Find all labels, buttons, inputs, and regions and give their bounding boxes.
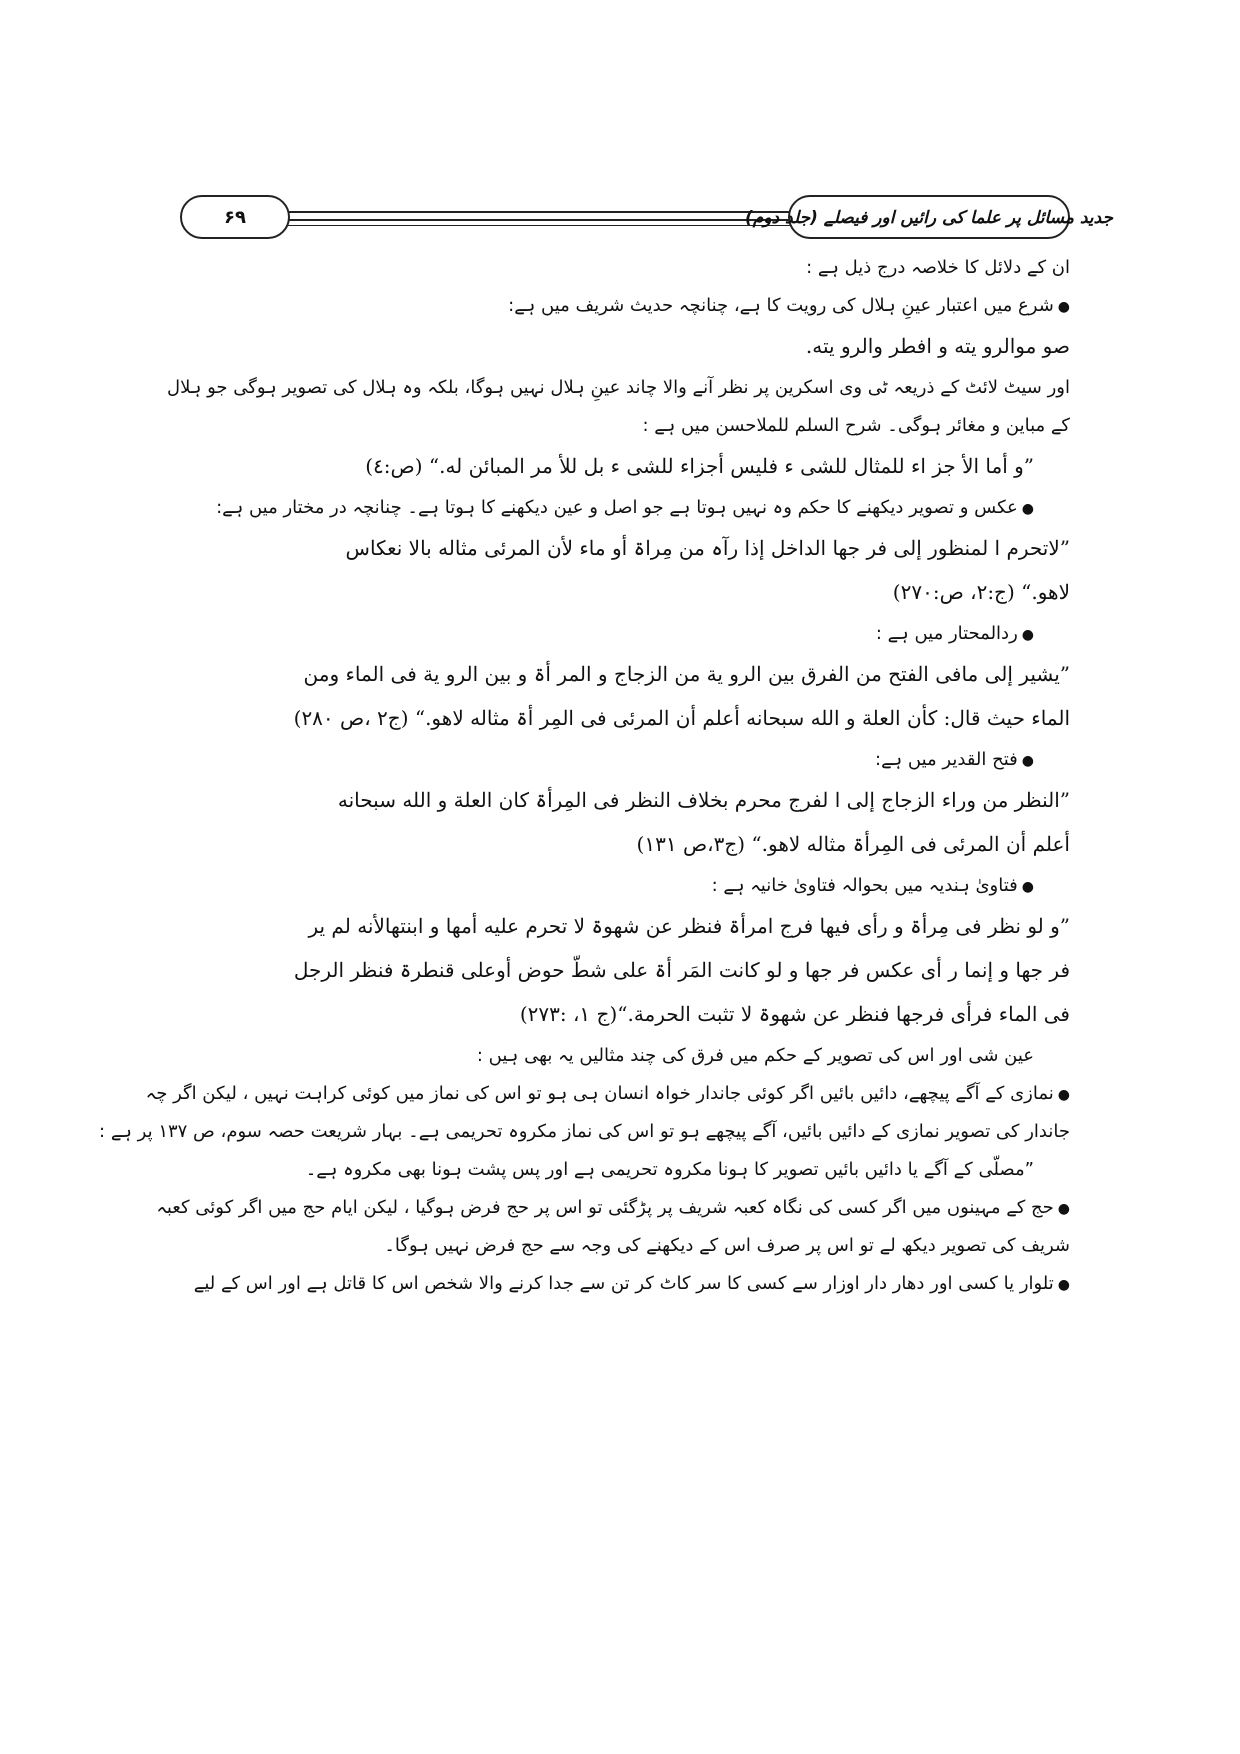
line-text: فتح القدیر میں ہے: bbox=[875, 749, 1018, 770]
text-line bbox=[180, 1271, 1070, 1297]
text-line bbox=[99, 1119, 1070, 1145]
line-text: ان کے دلائل کا خلاصہ درج ذیل ہے : bbox=[806, 257, 1070, 278]
page-body bbox=[99, 255, 1070, 1309]
line-text: لاهو.“ (ج:٢، ص:٢٧٠) bbox=[892, 580, 1070, 604]
text-line bbox=[167, 375, 1070, 401]
line-text: ”النظر من وراء الزجاج إلی ا لفرج محرم بخلاف النظر فی المِرأۃ کان العلة و الله سبحانه bbox=[337, 788, 1070, 812]
arabic-quote-line bbox=[180, 785, 1070, 815]
line-text: ”و لو نظر فی مِرأۃ و رأی فیها فرج امرأۃ فنظر عن شهوۃ لا تحرم علیه أمها و ابنتهالأنه لم یر bbox=[308, 914, 1070, 938]
line-text: فتاویٰ ہندیہ میں بحوالہ فتاویٰ خانیہ ہے : bbox=[711, 875, 1018, 896]
arabic-quote-line bbox=[180, 829, 1070, 859]
arabic-quote-line bbox=[180, 451, 1070, 481]
line-text: اور سیٹ لائٹ کے ذریعہ ٹی وی اسکرین پر نظر آنے والا چاند عینِ ہلال نہیں ہوگا، بلکہ وہ ہلال کی تصویر ہوگی جو ہلال bbox=[167, 377, 1070, 398]
bullet-icon: ● bbox=[1021, 627, 1034, 643]
bullet-icon: ● bbox=[1057, 1277, 1070, 1293]
arabic-quote-line bbox=[180, 911, 1070, 941]
running-title: جدید مسائل پر علما کی رائیں اور فیصلے (جلد دوم) bbox=[788, 195, 1070, 239]
line-text: جاندار کی تصویر نمازی کے دائیں بائیں، آگے پیچھے ہو تو اس کی نماز مکروہ تحریمی ہے۔ بہار شریعت حصہ سوم، ص ۱۳۷ پر ہے : bbox=[99, 1121, 1070, 1142]
text-line bbox=[156, 1195, 1070, 1221]
text-line bbox=[180, 1157, 1070, 1183]
arabic-quote-line bbox=[180, 703, 1070, 733]
page-header bbox=[180, 195, 1113, 241]
text-line bbox=[180, 413, 1070, 439]
text-line bbox=[180, 1233, 1070, 1259]
bullet-icon: ● bbox=[1021, 879, 1034, 895]
arabic-quote-line bbox=[180, 577, 1070, 607]
line-text: ”مصلّی کے آگے یا دائیں بائیں تصویر کا ہونا مکروہ تحریمی ہے اور پس پشت ہونا بھی مکروہ ہے۔ bbox=[305, 1159, 1034, 1180]
text-line bbox=[180, 495, 1070, 521]
text-line bbox=[180, 293, 1070, 319]
line-text: شرع میں اعتبار عینِ ہلال کی رویت کا ہے، چنانچہ حدیث شریف میں ہے: bbox=[508, 295, 1054, 316]
line-text: ”و أما الأ جز اء للمثال للشی ء فلیس أجزاء للشی ء بل للأ مر المبائن له.“ (ص:٤) bbox=[365, 454, 1034, 478]
arabic-quote-line bbox=[180, 999, 1070, 1029]
bullet-icon: ● bbox=[1021, 753, 1034, 769]
page-number: ۶۹ bbox=[180, 195, 290, 239]
line-text: حج کے مہینوں میں اگر کسی کی نگاہ کعبہ شریف پر پڑگئی تو اس پر حج فرض ہوگیا ، لیکن ایام حج میں اگر کوئی کعبہ bbox=[156, 1197, 1054, 1218]
line-text: تلوار یا کسی اور دھار دار اوزار سے کسی کا سر کاٹ کر تن سے جدا کرنے والا شخص اس کا قاتل ہے اور اس کے لیے bbox=[193, 1273, 1054, 1294]
arabic-quote-line bbox=[180, 331, 1070, 361]
arabic-quote-line bbox=[180, 533, 1070, 563]
header-rule bbox=[288, 219, 790, 221]
line-text: صو موالرو یته و افطر والرو یته. bbox=[805, 334, 1070, 358]
line-text: ردالمحتار میں ہے : bbox=[875, 623, 1018, 644]
text-line bbox=[180, 621, 1070, 647]
line-text: أعلم أن المرئی فی المِرأۃ مثاله لاهو.“ (ج٣،ص ١٣١) bbox=[636, 832, 1070, 856]
text-line bbox=[180, 873, 1070, 899]
line-text: ”یشیر إلی مافی الفتح من الفرق بین الرو یة من الزجاج و المر أۃ و بین الرو یة فی الماء ومن bbox=[303, 662, 1070, 686]
line-text: عکس و تصویر دیکھنے کا حکم وہ نہیں ہوتا ہے جو اصل و عین دیکھنے کا ہوتا ہے۔ چنانچہ در مختار میں ہے: bbox=[216, 497, 1018, 518]
header-rule bbox=[288, 225, 790, 226]
line-text: الماء حیث قال: کأن العلة و الله سبحانه أعلم أن المرئی فی المِر أۃ مثاله لاهو.“ (ج٢ ،ص ٢٨٠) bbox=[293, 706, 1070, 730]
line-text: فر جها و إنما ر أی عکس فر جها و لو کانت المَر أۃ علی شطّ حوض أوعلی قنطرۃ فنظر الرجل bbox=[293, 958, 1070, 982]
line-text: ”لاتحرم ا لمنظور إلی فر جها الداخل إذا رآہ من مِراۃ أو ماء لأن المرئی مثاله بالا نعکاس bbox=[345, 536, 1070, 560]
line-text: شریف کی تصویر دیکھ لے تو اس پر صرف اس کے دیکھنے کی وجہ سے حج فرض نہیں ہوگا۔ bbox=[384, 1235, 1070, 1256]
text-line bbox=[145, 1081, 1070, 1107]
header-rule bbox=[288, 211, 790, 213]
arabic-quote-line bbox=[180, 955, 1070, 985]
bullet-icon: ● bbox=[1057, 299, 1070, 315]
bullet-icon: ● bbox=[1057, 1201, 1070, 1217]
line-text: نمازی کے آگے پیچھے، دائیں بائیں اگر کوئی جاندار خواہ انسان ہی ہو تو اس کی نماز میں کوئی کراہت نہیں ، لیکن اگر چہ bbox=[145, 1083, 1054, 1104]
bullet-icon: ● bbox=[1021, 501, 1034, 517]
arabic-quote-line bbox=[180, 659, 1070, 689]
text-line bbox=[180, 255, 1070, 281]
line-text: عین شی اور اس کی تصویر کے حکم میں فرق کی چند مثالیں یہ بھی ہیں : bbox=[476, 1045, 1034, 1066]
text-line bbox=[180, 747, 1070, 773]
line-text: فی الماء فرأی فرجها فنظر عن شهوۃ لا تثبت الحرمة.“(ج ١، :٢٧٣) bbox=[519, 1002, 1070, 1026]
text-line bbox=[180, 1043, 1070, 1069]
bullet-icon: ● bbox=[1057, 1087, 1070, 1103]
line-text: کے مباین و مغائر ہوگی۔ شرح السلم للملاحسن میں ہے : bbox=[642, 415, 1070, 436]
